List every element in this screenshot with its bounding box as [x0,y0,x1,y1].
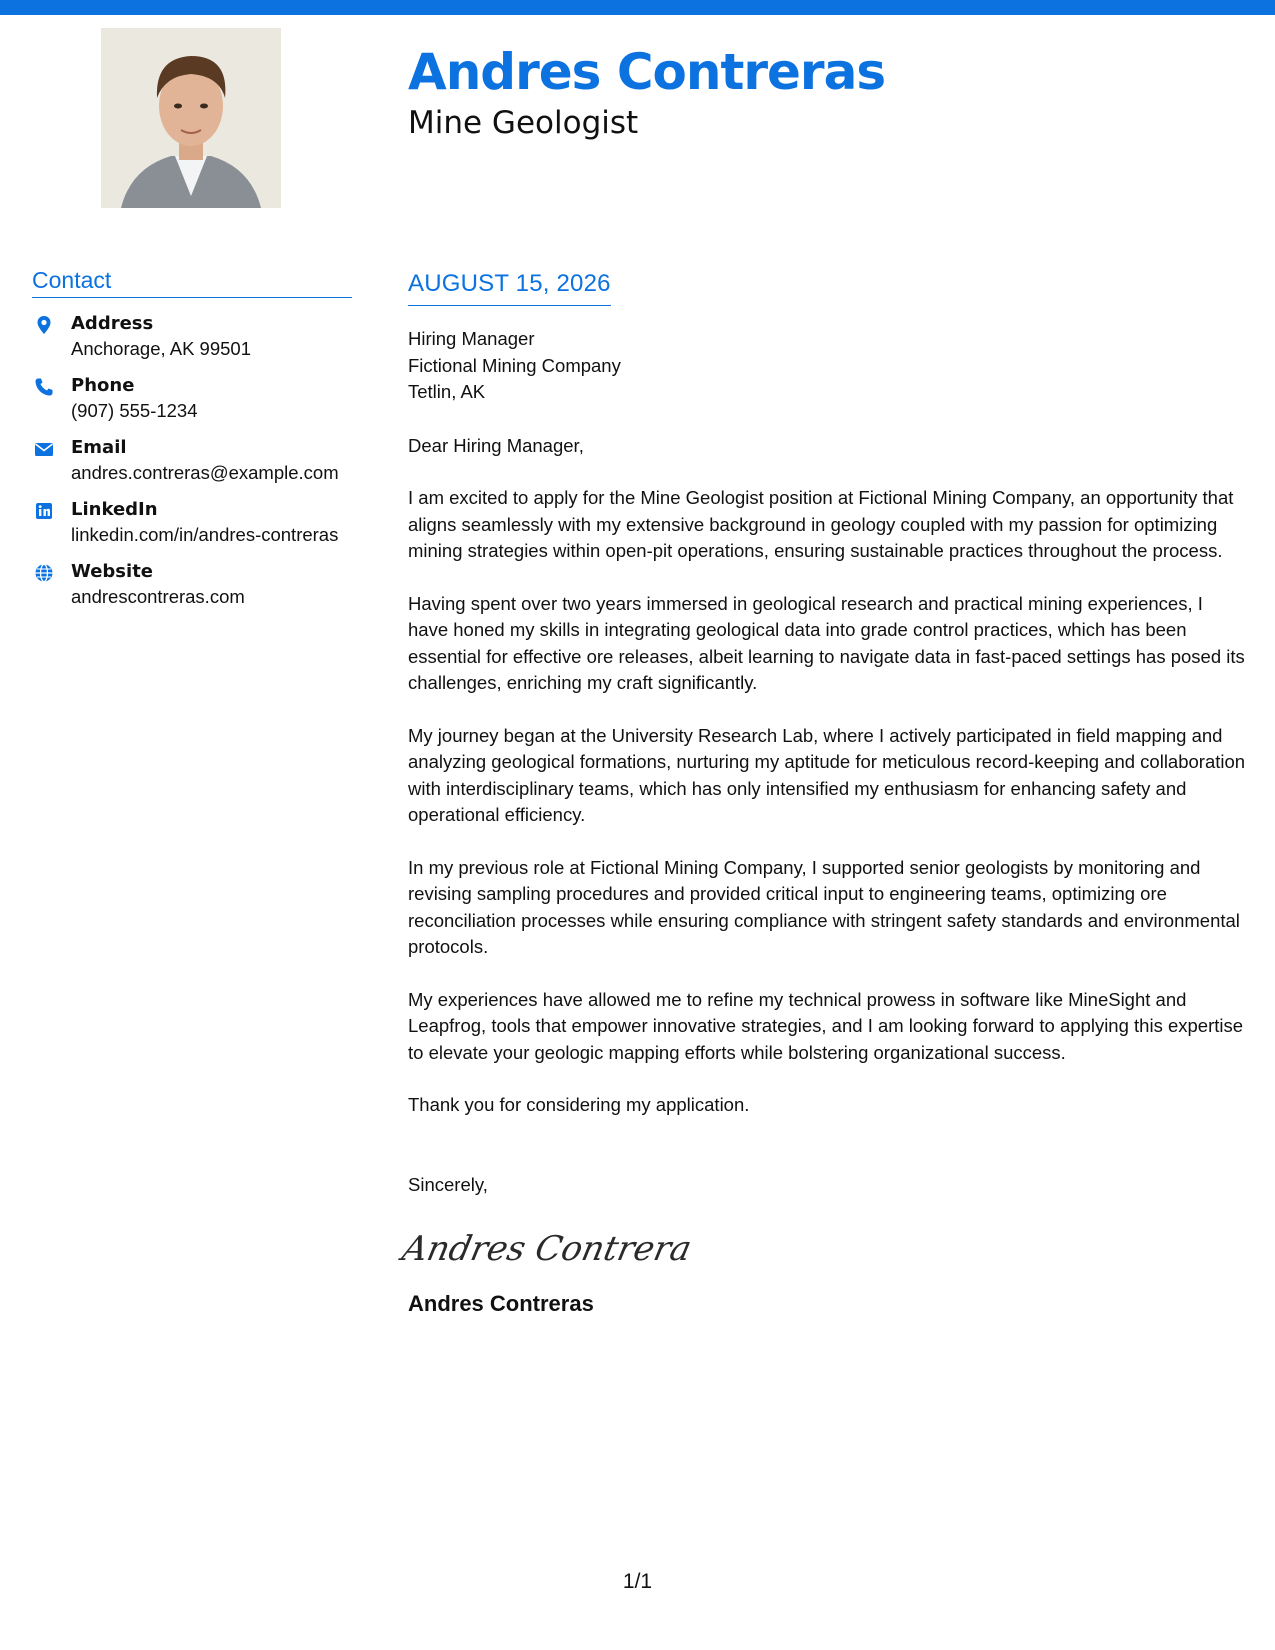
contact-website [32,560,352,609]
contact-value: linkedin.com/in/andres-contreras [71,524,339,545]
map-pin-icon [34,315,54,335]
letter-paragraph: My experiences have allowed me to refine my technical prowess in software like MineSight and Leapfrog, tools that empower innovative strategies, and I am looking forward to applying this expertise to elevate your geologic mapping efforts while bolstering organizational success. [408,988,1244,1063]
letter-paragraph: Having spent over two years immersed in geological research and practical mining experiences, I have honed my skills in integrating geological data into grade control practices, which has been essential for effective ore releases, albeit learning to navigate data in fast-paced settings has posed its challenges, enriching my craft significantly. [408,592,1245,693]
phone-icon [34,377,54,397]
contact-label: Website [71,561,154,582]
job-title: Mine Geologist [408,105,639,141]
contact-value: andrescontreras.com [71,586,245,607]
closing: Sincerely, [408,1173,488,1195]
contact-sidebar [32,265,352,622]
signature-glyphs: Andres Contrera [398,1229,695,1269]
contact-label: Address [71,313,154,334]
letter-paragraph: I am excited to apply for the Mine Geologist position at Fictional Mining Company, an opportunity that aligns seamlessly with my extensive background in geology coupled with my passion for optimizing mining strategies within open-pit operations, ensuring sustainable practices throughout the process. [408,487,1234,561]
thank-you-line: Thank you for considering my application. [408,1094,750,1115]
email-icon [34,439,54,459]
contact-address [32,312,352,361]
handwritten-signature [398,1216,1248,1276]
globe-icon [34,563,54,583]
contact-email [32,436,352,485]
contact-linkedin [32,498,352,547]
contact-value: andres.contreras@example.com [71,462,339,483]
page-number: 1/1 [622,1570,653,1593]
recipient-block [408,326,1248,406]
profile-photo [101,28,281,208]
contact-label: Email [71,437,127,458]
linkedin-icon [34,501,54,521]
letter-paragraph: My journey began at the University Research Lab, where I actively participated in field mapping and analyzing geological formations, nurturing my aptitude for meticulous record-keeping and collaboration with interdisciplinary teams, which has only intensified my enthusiasm for enhancing safety and operational efficiency. [408,724,1246,825]
contact-phone [32,374,352,423]
signer-name: Andres Contreras [408,1291,594,1316]
recipient-line: Fictional Mining Company [408,354,621,376]
contact-value: Anchorage, AK 99501 [71,338,252,359]
recipient-line: Tetlin, AK [408,381,486,402]
contact-value: (907) 555-1234 [71,400,198,421]
contact-label: LinkedIn [71,499,158,520]
contact-label: Phone [71,375,135,396]
recipient-line: Hiring Manager [408,328,535,349]
contact-heading: Contact [32,265,352,298]
letter-paragraph: In my previous role at Fictional Mining Company, I supported senior geologists by monitoring and revising sampling procedures and provided critical input to engineering teams, optimizing ore reconciliation processes while ensuring compliance with stringent safety standards and environmental protocols. [408,856,1240,957]
candidate-name: Andres Contreras [408,43,886,101]
letter-date: AUGUST 15, 2026 [408,266,611,306]
salutation: Dear Hiring Manager, [408,434,584,456]
letter-body [398,266,1248,1319]
top-accent-bar [0,0,1275,15]
